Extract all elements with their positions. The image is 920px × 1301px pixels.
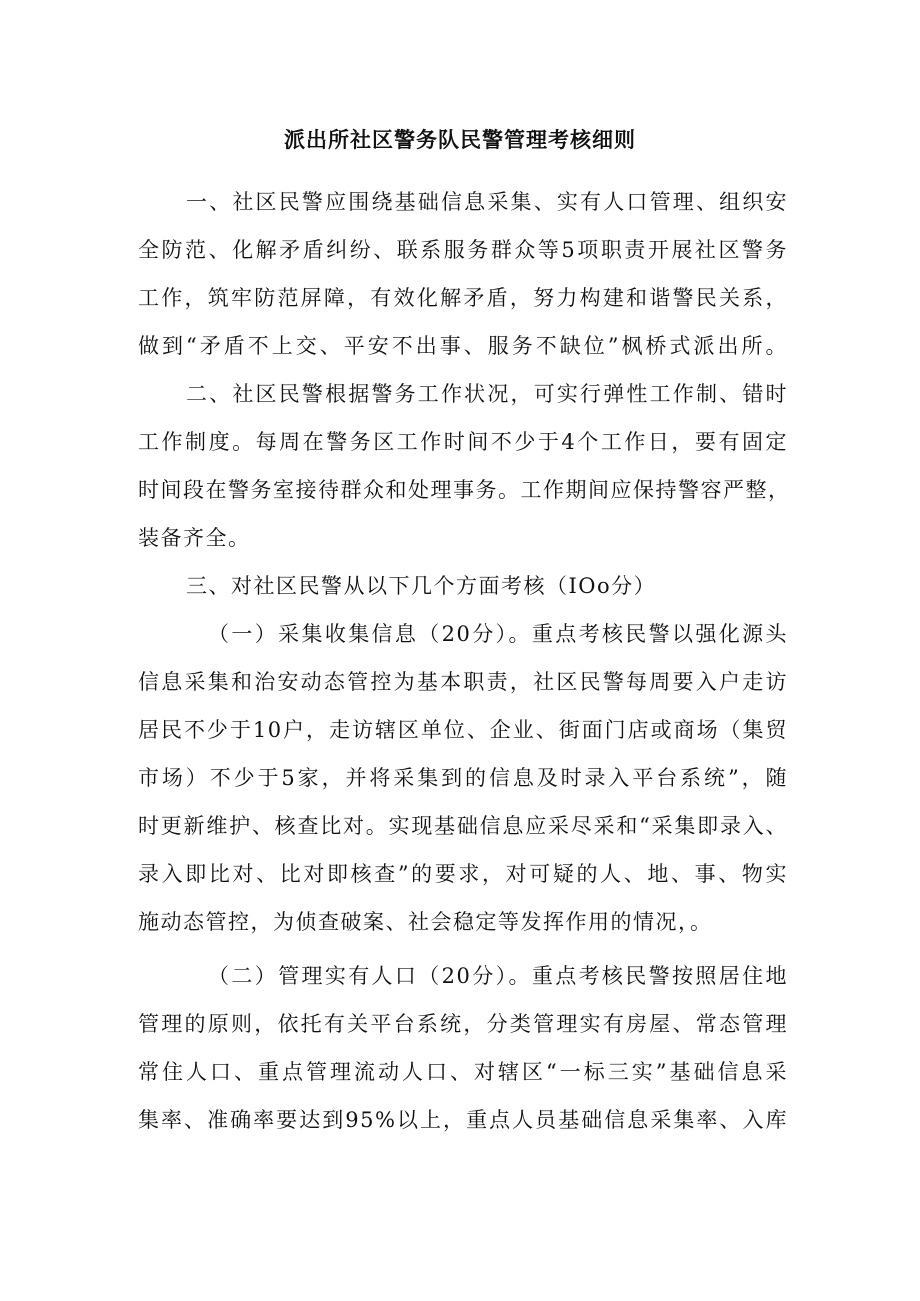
paragraph-line: 市场）不少于5家，并将采集到的信息及时录入平台系统”，随 bbox=[138, 766, 788, 790]
paragraph-line: 做到“矛盾不上交、平安不出事、服务不缺位”枫桥式派出所。 bbox=[138, 334, 788, 358]
paragraph-line: 集率、准确率要达到95%以上，重点人员基础信息采集率、入库 bbox=[138, 1108, 788, 1132]
paragraph-line: 信息采集和治安动态管控为基本职责，社区民警每周要入户走访 bbox=[138, 670, 788, 694]
paragraph-line: 时间段在警务室接待群众和处理事务。工作期间应保持警容严整， bbox=[138, 478, 791, 502]
paragraph-line: 全防范、化解矛盾纠纷、联系服务群众等5项职责开展社区警务 bbox=[138, 238, 788, 262]
section-heading-line: 三、对社区民警从以下几个方面考核（IOo分） bbox=[186, 574, 657, 598]
paragraph-line: （二）管理实有人口（20分）。重点考核民警按照居住地 bbox=[208, 964, 788, 988]
paragraph-line: 录入即比对、比对即核查”的要求，对可疑的人、地、事、物实 bbox=[138, 862, 788, 886]
paragraph-line: 时更新维护、核查比对。实现基础信息应采尽采和“采集即录入、 bbox=[138, 814, 788, 838]
document-title: 派出所社区警务队民警管理考核细则 bbox=[284, 127, 636, 152]
paragraph-line: 装备齐全。 bbox=[138, 526, 251, 550]
paragraph-line: 管理的原则，依托有关平台系统，分类管理实有房屋、常态管理 bbox=[138, 1012, 788, 1036]
paragraph-line: 二、社区民警根据警务工作状况，可实行弹性工作制、错时 bbox=[186, 382, 788, 406]
paragraph-line: 居民不少于10户，走访辖区单位、企业、街面门店或商场（集贸 bbox=[138, 718, 788, 742]
paragraph-line: （一）采集收集信息（20分）。重点考核民警以强化源头 bbox=[208, 622, 788, 646]
paragraph-line: 一、社区民警应围绕基础信息采集、实有人口管理、组织安 bbox=[186, 190, 788, 214]
paragraph-line: 施动态管控，为侦查破案、社会稳定等发挥作用的情况，。 bbox=[138, 910, 713, 934]
paragraph-line: 常住人口、重点管理流动人口、对辖区“一标三实”基础信息采 bbox=[138, 1060, 788, 1084]
paragraph-line: 工作，筑牢防范屏障，有效化解矛盾，努力构建和谐警民关系， bbox=[138, 286, 788, 310]
paragraph-line: 工作制度。每周在警务区工作时间不少于4个工作日，要有固定 bbox=[138, 430, 788, 454]
